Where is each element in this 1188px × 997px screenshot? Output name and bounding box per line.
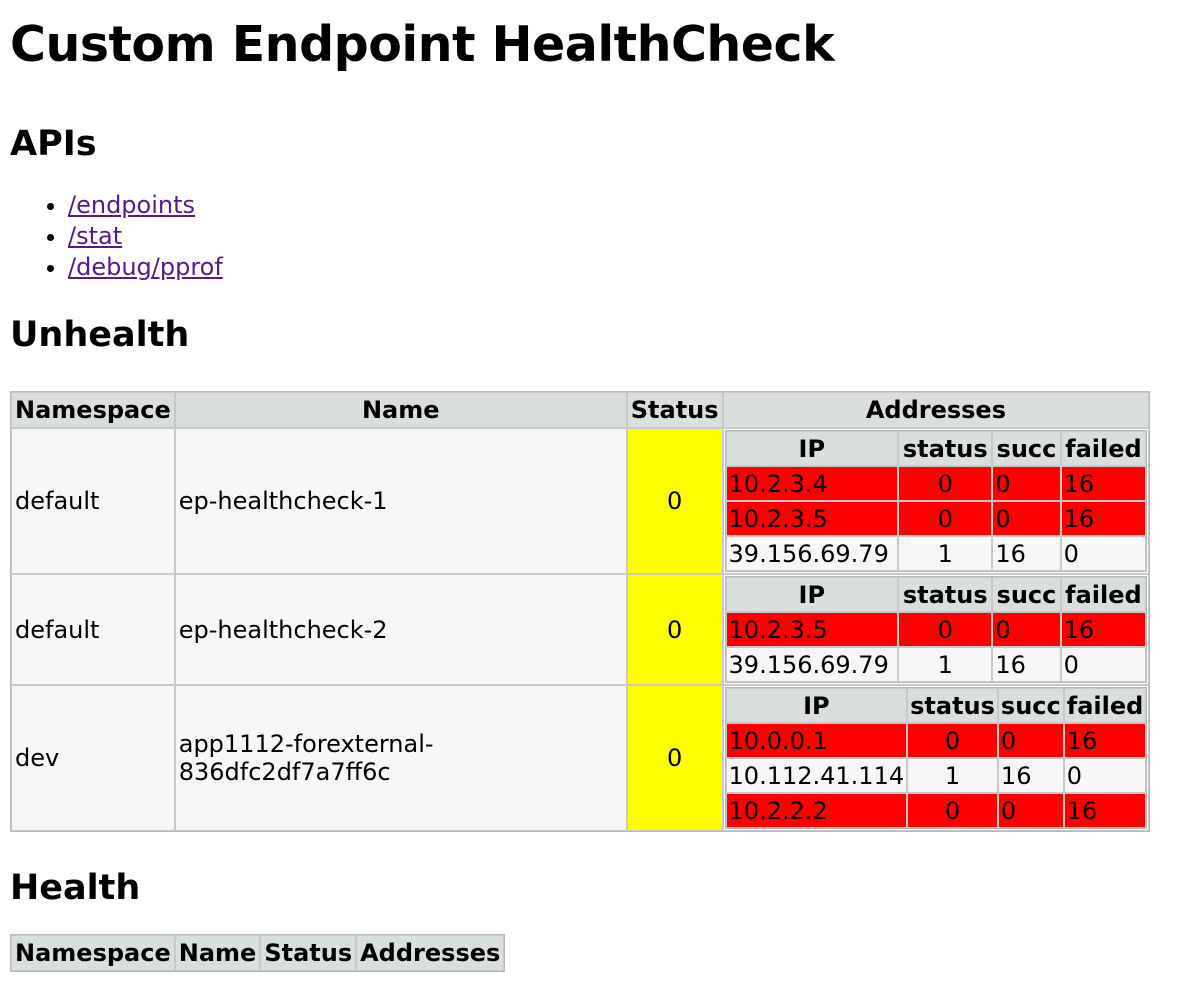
failed-cell: 0 (1061, 536, 1147, 571)
failed-cell: 0 (1064, 758, 1147, 793)
column-header-addresses: Addresses (723, 392, 1150, 428)
debug-pprof-link[interactable]: /debug/pprof (68, 253, 223, 281)
unhealth-table (10, 391, 1150, 832)
ip-cell: 10.2.3.5 (726, 612, 899, 647)
column-header-status: Status (627, 392, 723, 428)
addresses-header-ip: IP (726, 431, 899, 466)
address-row (726, 723, 1147, 758)
succ-cell: 16 (992, 536, 1060, 571)
address-status-cell: 1 (898, 536, 992, 571)
status-cell: 0 (627, 685, 723, 831)
unhealth-heading: Unhealth (10, 315, 190, 355)
failed-cell: 16 (1061, 501, 1147, 536)
unhealth-table-body (11, 428, 1149, 831)
address-row (726, 793, 1147, 828)
status-cell: 0 (627, 428, 723, 574)
apis-heading: APIs (10, 124, 97, 164)
ip-cell: 10.2.3.5 (726, 501, 899, 536)
addresses-header-row (726, 688, 1147, 723)
list-item (68, 221, 1178, 252)
failed-cell: 16 (1064, 723, 1147, 758)
endpoints-link[interactable]: /endpoints (68, 191, 196, 219)
addresses-header-ip: IP (726, 688, 908, 723)
addresses-header-succ: succ (998, 688, 1064, 723)
column-header-name: Name (175, 392, 627, 428)
status-cell: 0 (627, 574, 723, 685)
addresses-table (725, 430, 1148, 572)
addresses-table (725, 576, 1148, 683)
addresses-header-succ: succ (992, 431, 1060, 466)
address-status-cell: 0 (898, 501, 992, 536)
table-row (11, 685, 1149, 831)
addresses-header-succ: succ (992, 577, 1060, 612)
failed-cell: 0 (1061, 647, 1147, 682)
health-heading: Health (10, 868, 141, 908)
succ-cell: 0 (998, 793, 1064, 828)
address-row (726, 612, 1147, 647)
ip-cell: 10.112.41.114 (726, 758, 908, 793)
name-cell: ep-healthcheck-2 (175, 574, 627, 685)
succ-cell: 0 (992, 466, 1060, 501)
list-item (68, 190, 1178, 221)
address-status-cell: 0 (907, 723, 998, 758)
list-item (68, 252, 1178, 283)
name-cell: ep-healthcheck-1 (175, 428, 627, 574)
addresses-header-failed: failed (1061, 577, 1147, 612)
table-row (11, 574, 1149, 685)
ip-cell: 10.2.3.4 (726, 466, 899, 501)
succ-cell: 0 (998, 723, 1064, 758)
failed-cell: 16 (1061, 466, 1147, 501)
address-status-cell: 1 (898, 647, 992, 682)
column-header-status: Status (260, 935, 356, 971)
addresses-table (725, 687, 1148, 829)
column-header-addresses: Addresses (356, 935, 504, 971)
address-row (726, 466, 1147, 501)
addresses-header-failed: failed (1064, 688, 1147, 723)
namespace-cell: dev (11, 685, 175, 831)
health-table (10, 934, 505, 972)
failed-cell: 16 (1064, 793, 1147, 828)
page-title: Custom Endpoint HealthCheck (10, 16, 835, 73)
addresses-header-failed: failed (1061, 431, 1147, 466)
addresses-header-row (726, 577, 1147, 612)
ip-cell: 10.0.0.1 (726, 723, 908, 758)
stat-link[interactable]: /stat (68, 222, 123, 250)
addresses-cell (723, 574, 1150, 685)
name-cell: app1112-forexternal-836dfc2df7a7ff6c (175, 685, 627, 831)
table-row (11, 428, 1149, 574)
addresses-header-ip: IP (726, 577, 899, 612)
address-status-cell: 1 (907, 758, 998, 793)
api-links-list (10, 190, 1178, 283)
namespace-cell: default (11, 428, 175, 574)
addresses-header-status: status (907, 688, 998, 723)
succ-cell: 0 (992, 612, 1060, 647)
column-header-namespace: Namespace (11, 935, 175, 971)
failed-cell: 16 (1061, 612, 1147, 647)
address-row (726, 647, 1147, 682)
address-status-cell: 0 (898, 466, 992, 501)
address-row (726, 758, 1147, 793)
addresses-header-status: status (898, 577, 992, 612)
succ-cell: 16 (992, 647, 1060, 682)
address-status-cell: 0 (907, 793, 998, 828)
addresses-header-row (726, 431, 1147, 466)
addresses-cell (723, 685, 1150, 831)
table-header-row (11, 935, 504, 971)
address-row (726, 501, 1147, 536)
column-header-name: Name (175, 935, 261, 971)
addresses-cell (723, 428, 1150, 574)
succ-cell: 0 (992, 501, 1060, 536)
address-status-cell: 0 (898, 612, 992, 647)
succ-cell: 16 (998, 758, 1064, 793)
ip-cell: 39.156.69.79 (726, 647, 899, 682)
addresses-header-status: status (898, 431, 992, 466)
ip-cell: 10.2.2.2 (726, 793, 908, 828)
ip-cell: 39.156.69.79 (726, 536, 899, 571)
column-header-namespace: Namespace (11, 392, 175, 428)
address-row (726, 536, 1147, 571)
table-header-row (11, 392, 1149, 428)
namespace-cell: default (11, 574, 175, 685)
